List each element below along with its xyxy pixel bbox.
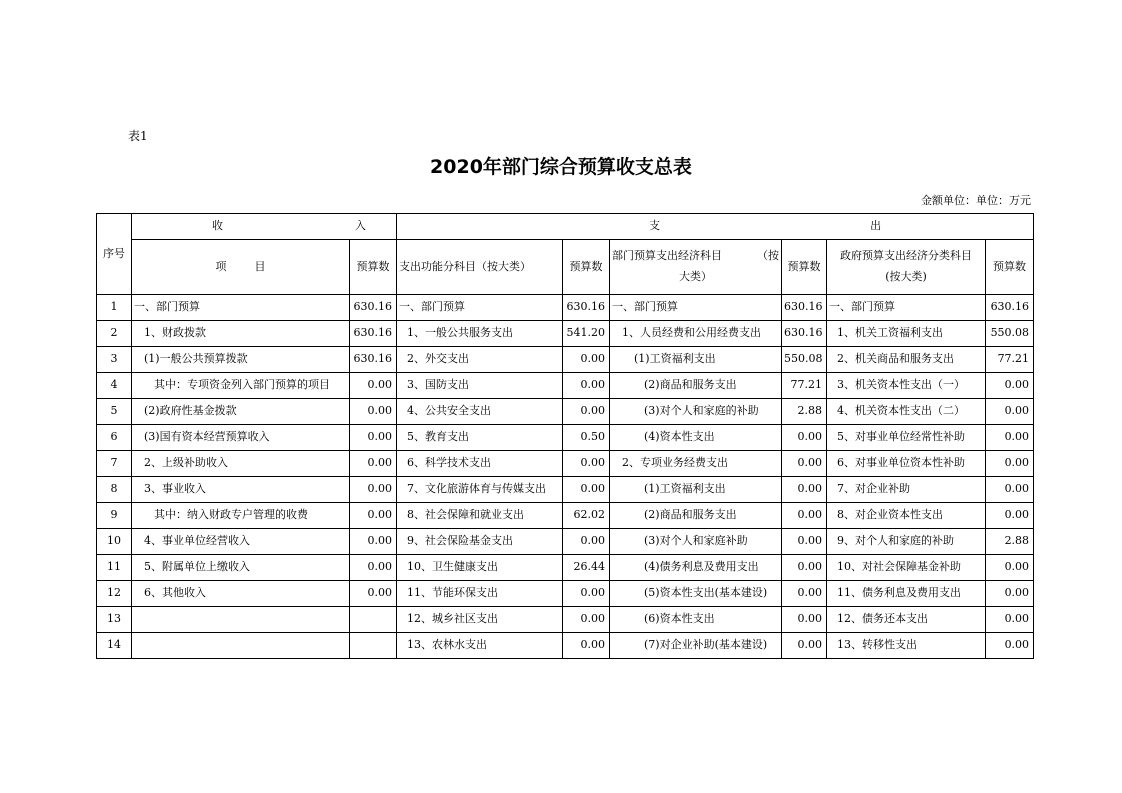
economic-item: 一、部门预算 (610, 295, 782, 321)
economic-item: (1)工资福利支出 (610, 347, 782, 373)
income-item: 2、上级补助收入 (132, 451, 350, 477)
budget-summary-table (96, 213, 1034, 659)
header-expense-section (397, 214, 1034, 240)
economic-item: (3)对个人和家庭补助 (610, 529, 782, 555)
table-row (97, 581, 1034, 607)
function-amount: 0.50 (563, 425, 610, 451)
economic-item: (1)工资福利支出 (610, 477, 782, 503)
row-number: 14 (97, 633, 132, 659)
function-amount: 0.00 (563, 451, 610, 477)
gov-amount: 2.88 (986, 529, 1034, 555)
function-amount: 0.00 (563, 633, 610, 659)
income-amount: 630.16 (350, 347, 397, 373)
function-amount: 541.20 (563, 321, 610, 347)
gov-amount: 0.00 (986, 581, 1034, 607)
header-gov-part2: (按大类) (885, 270, 927, 283)
function-item: 11、节能环保支出 (397, 581, 563, 607)
table-row (97, 373, 1034, 399)
function-amount: 0.00 (563, 399, 610, 425)
gov-item: 9、对个人和家庭的补助 (827, 529, 986, 555)
function-amount: 0.00 (563, 347, 610, 373)
gov-amount: 0.00 (986, 477, 1034, 503)
amount-unit-label: 金额单位：单位：万元 (921, 194, 1031, 207)
gov-item: 1、机关工资福利支出 (827, 321, 986, 347)
table-row (97, 503, 1034, 529)
gov-amount: 0.00 (986, 425, 1034, 451)
table-row (97, 607, 1034, 633)
function-item: 8、社会保障和就业支出 (397, 503, 563, 529)
gov-item: 2、机关商品和服务支出 (827, 347, 986, 373)
income-amount: 0.00 (350, 503, 397, 529)
economic-amount: 630.16 (782, 321, 827, 347)
economic-amount: 0.00 (782, 503, 827, 529)
function-amount: 0.00 (563, 477, 610, 503)
economic-amount: 2.88 (782, 399, 827, 425)
gov-amount: 0.00 (986, 607, 1034, 633)
row-number: 6 (97, 425, 132, 451)
function-item: 6、科学技术支出 (397, 451, 563, 477)
gov-amount: 0.00 (986, 503, 1034, 529)
header-gov-budget: 预算数 (986, 240, 1034, 295)
table-row (97, 321, 1034, 347)
header-expense-char2: 出 (870, 219, 882, 233)
row-number: 4 (97, 373, 132, 399)
table-number-label: 表1 (128, 129, 148, 143)
function-item: 9、社会保险基金支出 (397, 529, 563, 555)
header-econ-budget: 预算数 (782, 240, 827, 295)
economic-amount: 0.00 (782, 425, 827, 451)
gov-item: 12、债务还本支出 (827, 607, 986, 633)
function-amount: 62.02 (563, 503, 610, 529)
gov-amount: 0.00 (986, 555, 1034, 581)
gov-amount: 0.00 (986, 451, 1034, 477)
page-title: 2020年部门综合预算收支总表 (430, 156, 692, 178)
economic-amount: 0.00 (782, 607, 827, 633)
header-item-char1: 项 (215, 259, 227, 273)
income-amount: 0.00 (350, 425, 397, 451)
economic-amount: 0.00 (782, 529, 827, 555)
gov-amount: 0.00 (986, 373, 1034, 399)
table-row (97, 399, 1034, 425)
gov-item: 5、对事业单位经常性补助 (827, 425, 986, 451)
function-amount: 630.16 (563, 295, 610, 321)
row-number: 10 (97, 529, 132, 555)
economic-item: (3)对个人和家庭的补助 (610, 399, 782, 425)
income-amount (350, 633, 397, 659)
income-item: 6、其他收入 (132, 581, 350, 607)
economic-amount: 550.08 (782, 347, 827, 373)
income-amount: 0.00 (350, 529, 397, 555)
header-econ-part3: 大类） (679, 270, 712, 283)
income-item: 4、事业单位经营收入 (132, 529, 350, 555)
header-func-budget: 预算数 (563, 240, 610, 295)
economic-amount: 0.00 (782, 633, 827, 659)
gov-amount: 0.00 (986, 633, 1034, 659)
gov-item: 7、对企业补助 (827, 477, 986, 503)
gov-amount: 0.00 (986, 399, 1034, 425)
row-number: 3 (97, 347, 132, 373)
economic-item: (5)资本性支出(基本建设) (610, 581, 782, 607)
function-item: 7、文化旅游体育与传媒支出 (397, 477, 563, 503)
income-item: (2)政府性基金拨款 (132, 399, 350, 425)
income-amount: 0.00 (350, 399, 397, 425)
gov-item: 13、转移性支出 (827, 633, 986, 659)
income-item: 其中：纳入财政专户管理的收费 (132, 503, 350, 529)
economic-item: (2)商品和服务支出 (610, 503, 782, 529)
gov-item: 11、债务利息及费用支出 (827, 581, 986, 607)
gov-amount: 630.16 (986, 295, 1034, 321)
header-expense-char1: 支 (649, 219, 660, 233)
economic-amount: 77.21 (782, 373, 827, 399)
economic-item: 2、专项业务经费支出 (610, 451, 782, 477)
header-econ-part2: （按 (757, 249, 779, 263)
function-amount: 0.00 (563, 373, 610, 399)
function-item: 10、卫生健康支出 (397, 555, 563, 581)
economic-amount: 0.00 (782, 477, 827, 503)
gov-amount: 550.08 (986, 321, 1034, 347)
table-row (97, 425, 1034, 451)
header-income-char1: 收 (212, 219, 223, 233)
economic-amount: 630.16 (782, 295, 827, 321)
table-row (97, 347, 1034, 373)
row-number: 11 (97, 555, 132, 581)
income-item: (3)国有资本经营预算收入 (132, 425, 350, 451)
economic-item: (7)对企业补助(基本建设) (610, 633, 782, 659)
header-income-char2: 入 (355, 219, 366, 233)
gov-item: 6、对事业单位资本性补助 (827, 451, 986, 477)
economic-item: (2)商品和服务支出 (610, 373, 782, 399)
function-item: 一、部门预算 (397, 295, 563, 321)
income-item (132, 607, 350, 633)
income-item: 1、财政拨款 (132, 321, 350, 347)
economic-amount: 0.00 (782, 581, 827, 607)
function-amount: 0.00 (563, 607, 610, 633)
table-row (97, 555, 1034, 581)
row-number: 7 (97, 451, 132, 477)
function-item: 12、城乡社区支出 (397, 607, 563, 633)
row-number: 1 (97, 295, 132, 321)
income-amount: 630.16 (350, 295, 397, 321)
income-amount (350, 607, 397, 633)
function-amount: 0.00 (563, 529, 610, 555)
header-gov-part1: 政府预算支出经济分类科目 (840, 249, 972, 263)
header-income-section (132, 214, 397, 240)
header-econ-part1: 部门预算支出经济科目 (612, 249, 722, 263)
row-number: 5 (97, 399, 132, 425)
economic-item: (6)资本性支出 (610, 607, 782, 633)
income-amount: 0.00 (350, 477, 397, 503)
header-income-budget: 预算数 (350, 240, 397, 295)
function-amount: 26.44 (563, 555, 610, 581)
economic-amount: 0.00 (782, 451, 827, 477)
income-item (132, 633, 350, 659)
gov-item: 一、部门预算 (827, 295, 986, 321)
income-item: 一、部门预算 (132, 295, 350, 321)
gov-amount: 77.21 (986, 347, 1034, 373)
income-amount: 0.00 (350, 555, 397, 581)
income-amount: 0.00 (350, 581, 397, 607)
header-gov-category (827, 240, 986, 295)
table-row (97, 633, 1034, 659)
function-item: 13、农林水支出 (397, 633, 563, 659)
gov-item: 3、机关资本性支出（一） (827, 373, 986, 399)
function-item: 4、公共安全支出 (397, 399, 563, 425)
table-row (97, 451, 1034, 477)
income-item: (1)一般公共预算拨款 (132, 347, 350, 373)
function-item: 5、教育支出 (397, 425, 563, 451)
row-number: 9 (97, 503, 132, 529)
header-func-category: 支出功能分科目（按大类） (397, 240, 563, 295)
header-seq: 序号 (97, 214, 132, 295)
income-amount: 0.00 (350, 373, 397, 399)
function-amount: 0.00 (563, 581, 610, 607)
row-number: 2 (97, 321, 132, 347)
table-row (97, 529, 1034, 555)
header-item-char2: 目 (254, 259, 266, 273)
economic-item: (4)资本性支出 (610, 425, 782, 451)
row-number: 12 (97, 581, 132, 607)
function-item: 1、一般公共服务支出 (397, 321, 563, 347)
header-item (132, 240, 350, 295)
table-row (97, 477, 1034, 503)
gov-item: 8、对企业资本性支出 (827, 503, 986, 529)
income-amount: 0.00 (350, 451, 397, 477)
income-amount: 630.16 (350, 321, 397, 347)
header-econ-category (610, 240, 782, 295)
income-item: 3、事业收入 (132, 477, 350, 503)
economic-amount: 0.00 (782, 555, 827, 581)
function-item: 3、国防支出 (397, 373, 563, 399)
income-item: 其中：专项资金列入部门预算的项目 (132, 373, 350, 399)
gov-item: 10、对社会保障基金补助 (827, 555, 986, 581)
table-row (97, 295, 1034, 321)
economic-item: 1、人员经费和公用经费支出 (610, 321, 782, 347)
gov-item: 4、机关资本性支出（二） (827, 399, 986, 425)
income-item: 5、附属单位上缴收入 (132, 555, 350, 581)
economic-item: (4)债务利息及费用支出 (610, 555, 782, 581)
row-number: 8 (97, 477, 132, 503)
function-item: 2、外交支出 (397, 347, 563, 373)
row-number: 13 (97, 607, 132, 633)
